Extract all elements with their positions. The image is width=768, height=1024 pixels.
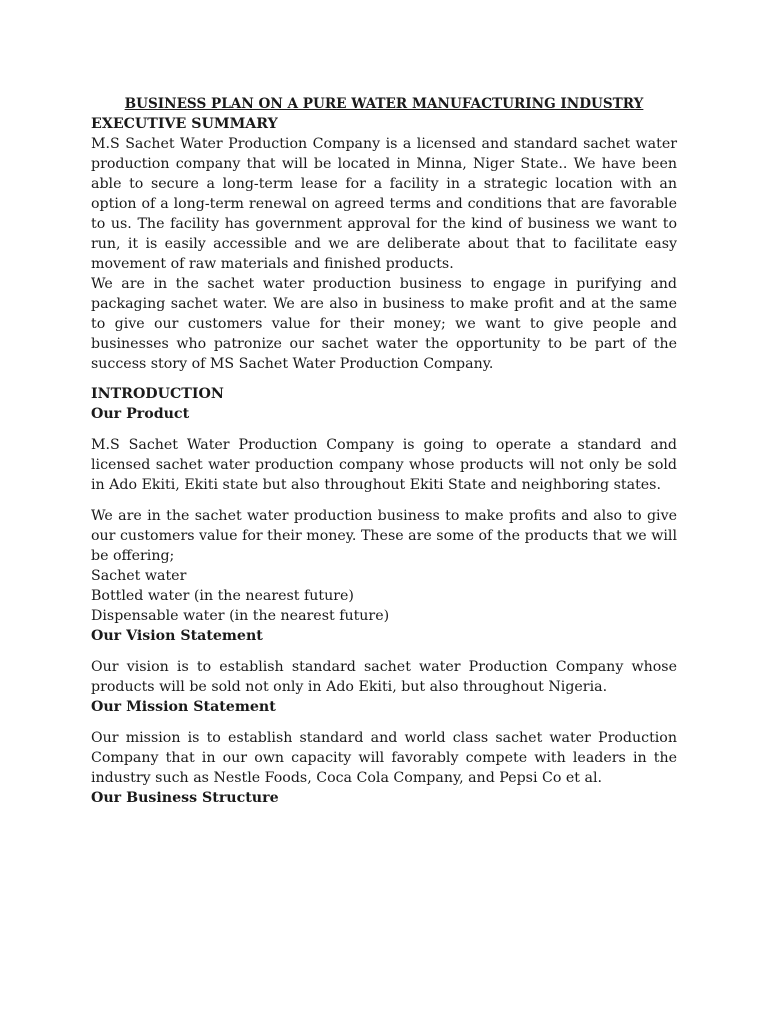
- mission-heading: Our Mission Statement: [91, 699, 276, 715]
- our-product-heading: Our Product: [91, 406, 190, 422]
- executive-summary-paragraph-2: We are in the sachet water production business to engage in purifying and packaging sachet water. We are also in business to make profit and at the same to give our customers value for their money; we want to give people and businesses who patronize our sachet water the opportunity to be part of the success story of MS Sachet Water Production Company.: [91, 276, 677, 372]
- product-item-bottled-water: Bottled water (in the nearest future): [91, 588, 354, 604]
- mission-text: Our mission is to establish standard and world class sachet water Production Company that in our own capacity will favorably compete with leaders in the industry such as Nestle Foods, Coca Cola Company, and Pepsi Co et al.: [91, 730, 677, 786]
- business-structure-heading: Our Business Structure: [91, 790, 279, 806]
- product-item-dispensable-water: Dispensable water (in the nearest future): [91, 608, 390, 624]
- introduction-heading: INTRODUCTION: [91, 386, 224, 402]
- document-title: BUSINESS PLAN ON A PURE WATER MANUFACTURING INDUSTRY: [124, 96, 644, 112]
- our-product-paragraph-2: We are in the sachet water production business to make profits and also to give our customers value for their money. These are some of the products that we will be offering;: [91, 508, 677, 564]
- executive-summary-paragraph-1: M.S Sachet Water Production Company is a licensed and standard sachet water production company that will be located in Minna, Niger State.. We have been able to secure a long-term lease for a facility in a strategic location with an option of a long-term renewal on agreed terms and conditions that are favorable to us. The facility has government approval for the kind of business we want to run, it is easily accessible and we are deliberate about that to facilitate easy movement of raw materials and finished products.: [91, 136, 677, 272]
- vision-text: Our vision is to establish standard sachet water Production Company whose products will be sold not only in Ado Ekiti, but also throughout Nigeria.: [91, 659, 677, 695]
- executive-summary-heading: EXECUTIVE SUMMARY: [91, 116, 278, 132]
- document-page: [91, 94, 677, 808]
- product-item-sachet-water: Sachet water: [91, 568, 187, 584]
- vision-heading: Our Vision Statement: [91, 628, 263, 644]
- our-product-paragraph-1: M.S Sachet Water Production Company is going to operate a standard and licensed sachet water production company whose products will not only be sold in Ado Ekiti, Ekiti state but also throughout Ekiti State and neighboring states.: [91, 437, 677, 493]
